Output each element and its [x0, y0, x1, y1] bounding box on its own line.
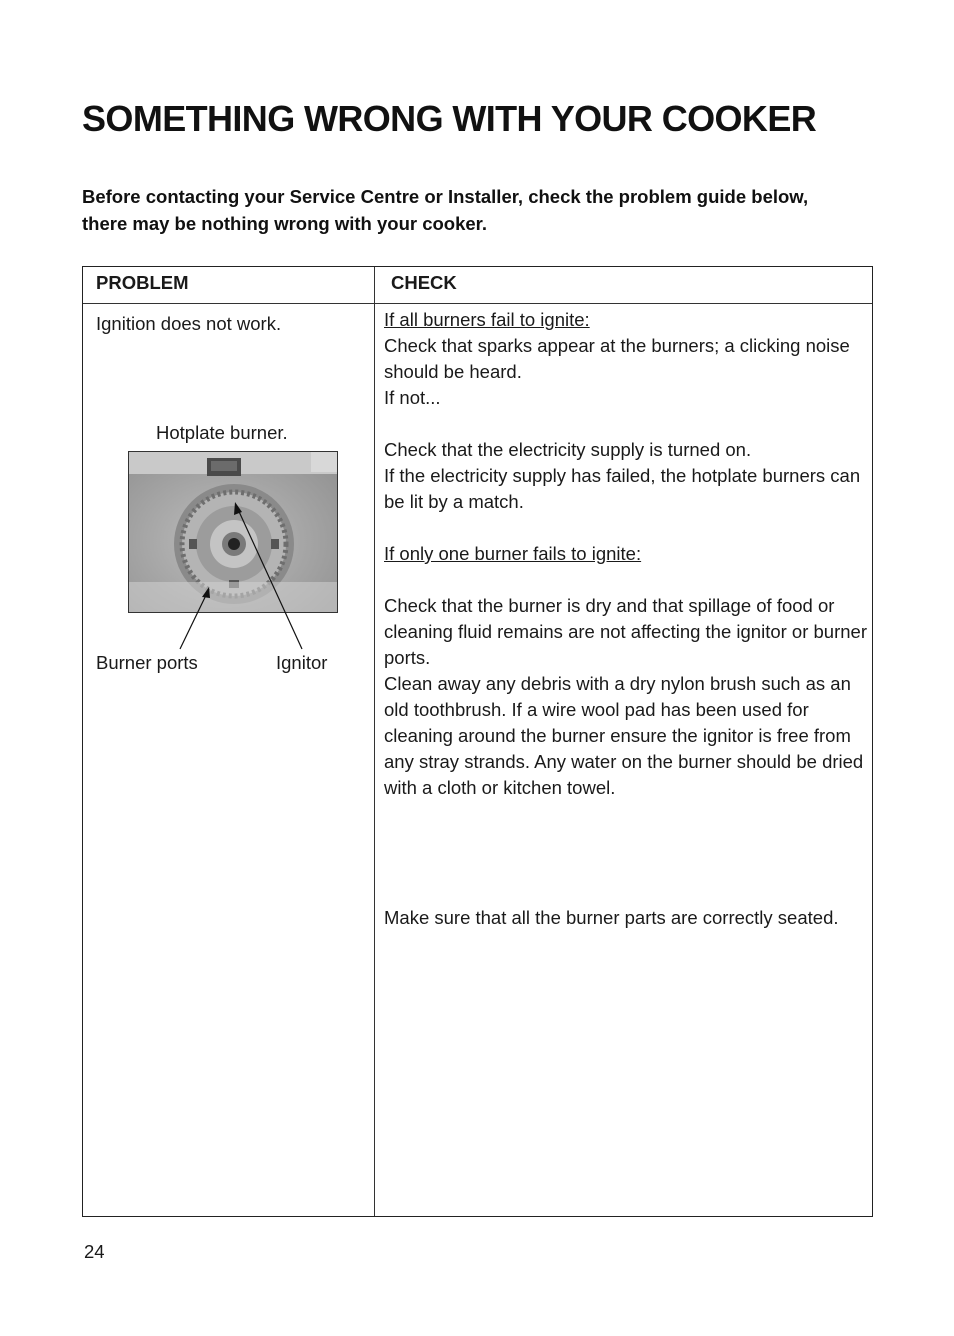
page-title: SOMETHING WRONG WITH YOUR COOKER — [82, 98, 817, 139]
one-burner-fails-heading: If only one burner fails to ignite: — [384, 543, 642, 564]
problem-text: Ignition does not work. — [96, 313, 282, 334]
burner-parts-seated-text: Make sure that all the burner parts are correctly seated. — [384, 907, 839, 928]
column-divider — [374, 267, 375, 1216]
figure-caption: Hotplate burner. — [156, 422, 288, 443]
check-sparks-text: Check that sparks appear at the burners; a clicking noise should be heard. — [384, 335, 850, 382]
check-dry-text: Check that the burner is dry and that spillage of food or cleaning fluid remains are not affecting the ignitor or burner ports. — [384, 595, 867, 668]
hotplate-burner-photo — [128, 451, 338, 613]
label-ignitor: Ignitor — [276, 652, 328, 673]
header-problem: PROBLEM — [96, 272, 189, 293]
clean-debris-text: Clean away any debris with a dry nylon brush such as an old toothbrush. If a wire wool pad has been used for cleaning around the burner ensure the ignitor is free from any stray strands. Any water on the burner should be dried with a cloth or kitchen towel. — [384, 673, 864, 798]
burner-photo-illustration — [129, 452, 338, 613]
check-supply-text: Check that the electricity supply is turned on. — [384, 439, 752, 460]
header-check: CHECK — [391, 272, 457, 293]
header-divider — [83, 303, 872, 304]
page-number: 24 — [84, 1241, 105, 1262]
all-burners-fail-heading: If all burners fail to ignite: — [384, 309, 590, 330]
check-column — [384, 307, 870, 931]
label-burner-ports: Burner ports — [96, 652, 198, 673]
intro-text: Before contacting your Service Centre or Installer, check the problem guide below, there may be nothing wrong with your cooker. — [82, 186, 809, 234]
supply-failed-text: If the electricity supply has failed, the hotplate burners can be lit by a match. — [384, 465, 861, 512]
if-not-text: If not... — [384, 387, 441, 408]
problem-check-table — [82, 266, 873, 1217]
